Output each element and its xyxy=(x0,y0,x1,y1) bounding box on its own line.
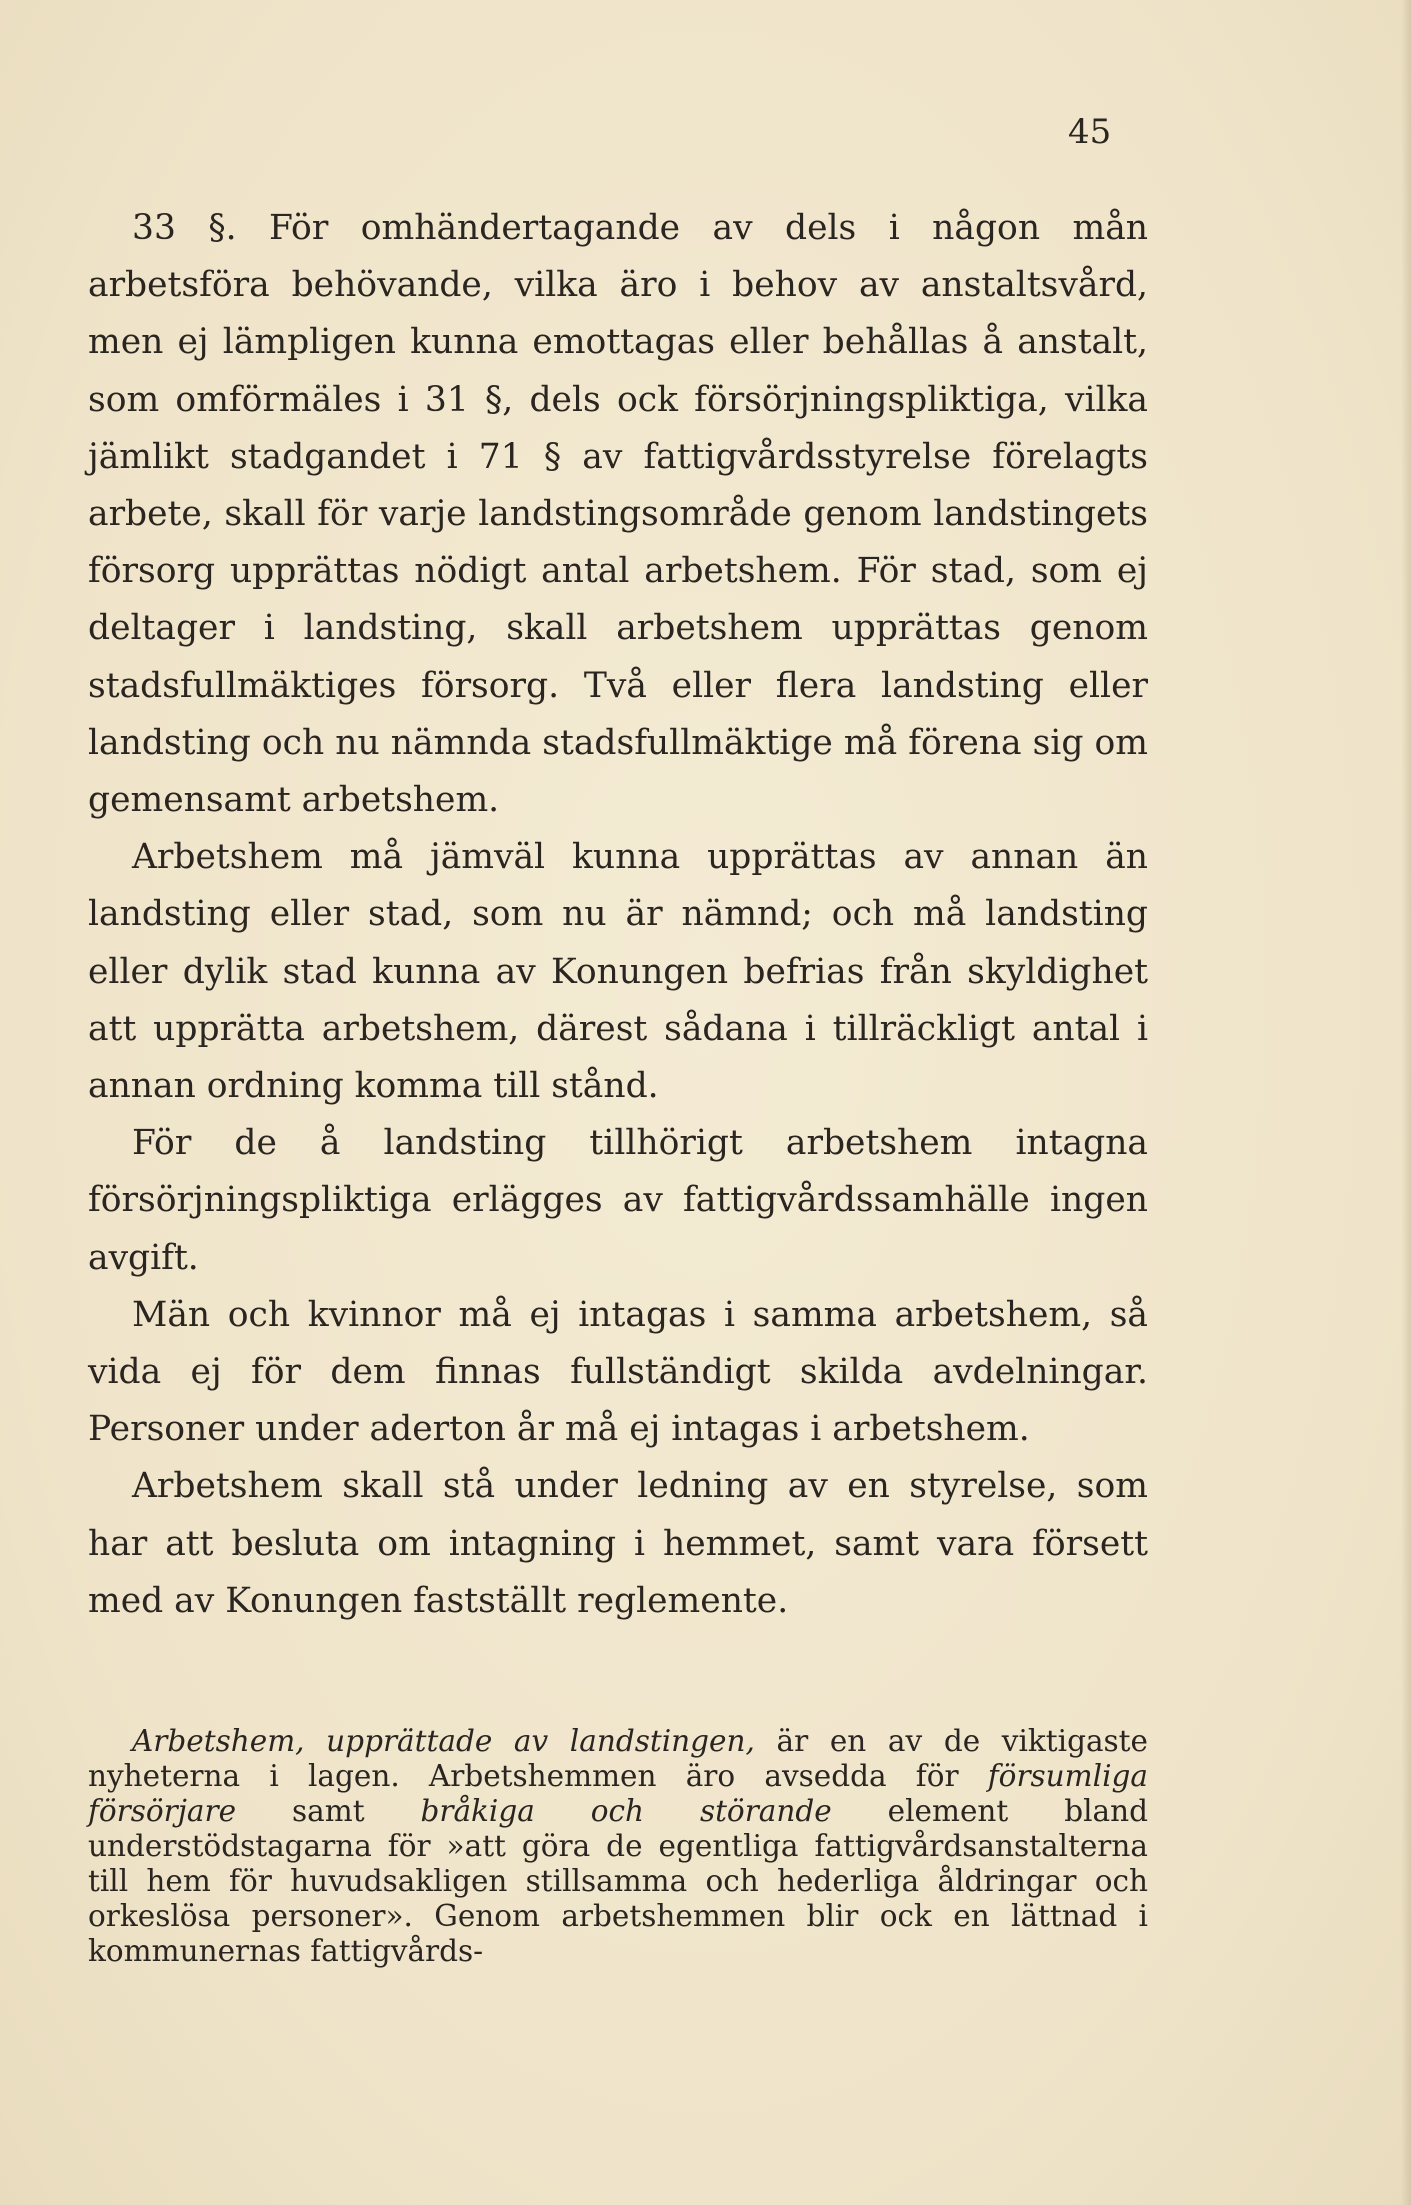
commentary-emphasis-1: Arbetshem, upprättade av landstingen, xyxy=(132,1724,755,1758)
commentary-emphasis-3: bråkiga och störande xyxy=(420,1794,832,1828)
commentary-text-2: samt xyxy=(236,1794,421,1828)
page-number: 45 xyxy=(1068,112,1112,152)
commentary-note xyxy=(88,1724,1148,1969)
commentary-text-1: är en av de viktigaste nyheterna i lagen. Arbetshemmen äro avsedda för xyxy=(88,1724,1148,1793)
statute-text xyxy=(88,200,1148,1630)
paragraph-management: Arbetshem skall stå under ledning av en styrelse, som har att besluta om intagning i hemmet, samt vara försett med av Konungen fastställt reglemente. xyxy=(88,1466,1148,1621)
paragraph-separation: Män och kvinnor må ej intagas i samma arbetshem, så vida ej för dem finnas fullständigt skilda avdelningar. Personer under aderton år må ej intagas i arbetshem. xyxy=(88,1294,1148,1450)
commentary-emphasis-2: försumliga försörjare xyxy=(88,1759,1148,1828)
page-edge-shadow xyxy=(1401,0,1411,2205)
paragraph-alternate-providers: Arbetshem må jämväl kunna upprättas av annan än landsting eller stad, som nu är nämnd; och må landsting eller dylik stad kunna av Konungen befrias från skyldighet att upprätta arbetshem, därest sådana i tillräckligt antal i annan ordning komma till stånd. xyxy=(88,837,1148,1107)
paragraph-33-section: 33 §. För omhändertagande av dels i någon mån arbetsföra behövande, vilka äro i behov av anstaltsvård, men ej lämpligen kunna emottagas eller behållas å anstalt, som omförmäles i 31 §, dels ock försörjningspliktiga, vilka jämlikt stadgandet i 71 § av fattigvårdsstyrelse förelagts arbete, skall för varje landstingsområde genom landstingets försorg upprättas nödigt antal arbetshem. För stad, som ej deltager i landsting, skall arbetshem upprättas genom stadsfullmäktiges försorg. Två eller flera landsting eller landsting och nu nämnda stadsfullmäktige må förena sig om gemensamt arbetshem. xyxy=(88,208,1148,821)
paragraph-fees: För de å landsting tillhörigt arbetshem intagna försörjningspliktiga erlägges av fattigvårdssamhälle ingen avgift. xyxy=(88,1123,1148,1278)
commentary-text-3: element bland understödstagarna för »att göra de egentliga fattigvårdsanstalterna till hem för huvudsakligen stillsamma och hederliga åldringar och orkeslösa personer». Genom arbetshemmen blir ock en lättnad i kommunernas fattigvårds- xyxy=(88,1794,1148,1968)
commentary-paragraph xyxy=(88,1724,1148,1969)
